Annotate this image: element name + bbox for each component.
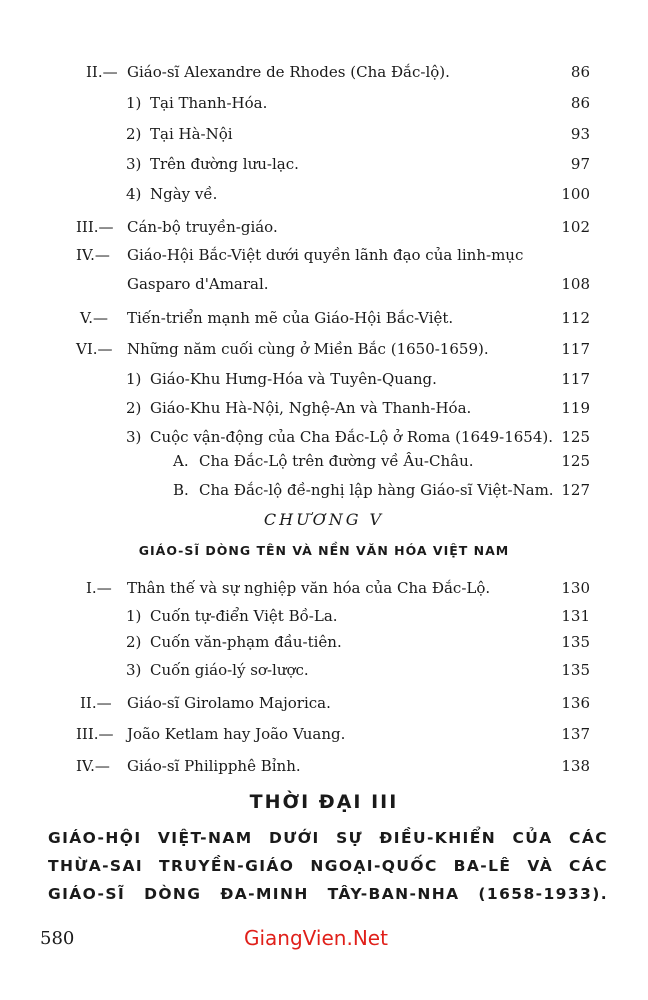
entry-page: 117 xyxy=(561,370,590,388)
toc-entry xyxy=(0,575,648,601)
entry-text: Tại Thanh-Hóa. xyxy=(150,94,268,112)
entry-page: 138 xyxy=(561,757,590,775)
entry-page: 135 xyxy=(561,633,590,651)
entry-text: Cán-bộ truyền-giáo. xyxy=(127,218,278,236)
entry-page: 127 xyxy=(561,481,590,499)
entry-text: Gasparo d'Amaral. xyxy=(127,275,269,293)
entry-text: Ngày về. xyxy=(150,185,218,203)
entry-text: Giáo-sĩ Girolamo Majorica. xyxy=(127,694,331,712)
entry-text: Cuốn văn-phạm đầu-tiên. xyxy=(150,633,342,651)
entry-page: 86 xyxy=(570,94,590,112)
entry-number: III.— xyxy=(76,725,114,743)
entry-number: III.— xyxy=(76,218,114,236)
entry-page: 136 xyxy=(561,694,590,712)
toc-entry xyxy=(0,59,648,85)
entry-text: Cuốn tự-điển Việt Bồ-La. xyxy=(150,607,338,625)
entry-page: 125 xyxy=(561,428,590,446)
entry-text: Tại Hà-Nội xyxy=(150,125,233,143)
entry-number: VI.— xyxy=(76,340,113,358)
entry-number: I.— xyxy=(86,579,112,597)
entry-number: B. xyxy=(173,481,189,499)
entry-page: 125 xyxy=(561,452,590,470)
era-subtitle-line: THỪA-SAI TRUYỀN-GIÁO NGOẠI-QUỐC BA-LÊ VÀ CÁC xyxy=(48,857,608,875)
entry-page: 93 xyxy=(570,125,590,143)
entry-text: Giáo-sĩ Philipphê Bỉnh. xyxy=(127,757,301,775)
entry-text: Những năm cuối cùng ở Miền Bắc (1650-1659). xyxy=(127,340,489,358)
entry-page: 97 xyxy=(570,155,590,173)
toc-entry xyxy=(0,214,648,240)
toc-entry xyxy=(0,366,648,392)
entry-page: 137 xyxy=(561,725,590,743)
entry-number: 3) xyxy=(126,155,142,173)
entry-number: 1) xyxy=(126,607,142,625)
entry-page: 100 xyxy=(561,185,590,203)
entry-number: II.— xyxy=(86,63,118,81)
entry-number: IV.— xyxy=(76,757,110,775)
entry-text: Cha Đắc-Lộ trên đường về Âu-Châu. xyxy=(199,452,474,470)
entry-number: IV.— xyxy=(76,246,110,264)
entry-page: 108 xyxy=(561,275,590,293)
entry-text: Cuộc vận-động của Cha Đắc-Lộ ở Roma (1649-1654). xyxy=(150,428,553,446)
entry-page: 86 xyxy=(570,63,590,81)
entry-number: 2) xyxy=(126,399,142,417)
entry-number: 1) xyxy=(126,370,142,388)
toc-entry xyxy=(0,603,648,629)
entry-text: Trên đường lưu-lạc. xyxy=(150,155,299,173)
toc-entry xyxy=(0,629,648,655)
entry-text: Giáo-Khu Hưng-Hóa và Tuyên-Quang. xyxy=(150,370,437,388)
entry-page: 117 xyxy=(561,340,590,358)
entry-page: 102 xyxy=(561,218,590,236)
chapter-title: CHƯƠNG V xyxy=(263,510,385,529)
entry-text: Cuốn giáo-lý sơ-lược. xyxy=(150,661,309,679)
era-subtitle-line: GIÁO-SĨ DÒNG ĐA-MINH TÂY-BAN-NHA (1658-1933). xyxy=(48,885,608,903)
toc-entry xyxy=(0,90,648,116)
entry-number: V.— xyxy=(80,309,108,327)
era-title: THỜI ĐẠI III xyxy=(249,791,399,813)
entry-number: 2) xyxy=(126,125,142,143)
entry-text: Giáo-sĩ Alexandre de Rhodes (Cha Đắc-lộ). xyxy=(127,63,450,81)
entry-page: 131 xyxy=(561,607,590,625)
entry-page: 135 xyxy=(561,661,590,679)
entry-text: Cha Đắc-lộ đề-nghị lập hàng Giáo-sĩ Việt-Nam. xyxy=(199,481,554,499)
entry-number: 4) xyxy=(126,185,142,203)
toc-entry xyxy=(0,448,648,474)
toc-entry xyxy=(0,395,648,421)
toc-entry xyxy=(0,305,648,331)
watermark: GiangVien.Net xyxy=(244,926,388,950)
toc-entry xyxy=(0,477,648,503)
toc-entry xyxy=(0,657,648,683)
toc-entry xyxy=(0,721,648,747)
toc-entry xyxy=(0,242,648,268)
entry-page: 112 xyxy=(561,309,590,327)
entry-text: Giáo-Khu Hà-Nội, Nghệ-An và Thanh-Hóa. xyxy=(150,399,472,417)
toc-entry xyxy=(0,271,648,297)
toc-entry xyxy=(0,424,648,450)
era-subtitle-line: GIÁO-HỘI VIỆT-NAM DƯỚI SỰ ĐIỀU-KHIỂN CỦA CÁC xyxy=(48,829,608,847)
toc-entry xyxy=(0,690,648,716)
entry-text: Tiến-triển mạnh mẽ của Giáo-Hội Bắc-Việt. xyxy=(127,309,454,327)
toc-entry xyxy=(0,181,648,207)
entry-number: 1) xyxy=(126,94,142,112)
page-number: 580 xyxy=(40,928,75,949)
entry-text: Thân thế và sự nghiệp văn hóa của Cha Đắc-Lộ. xyxy=(127,579,491,597)
entry-number: II.— xyxy=(80,694,112,712)
entry-number: A. xyxy=(173,452,189,470)
chapter-subtitle: GIÁO-SĨ DÒNG TÊN VÀ NỀN VĂN HÓA VIỆT NAM xyxy=(138,543,510,558)
entry-page: 130 xyxy=(561,579,590,597)
entry-page: 119 xyxy=(561,399,590,417)
entry-text: João Ketlam hay João Vuang. xyxy=(127,725,346,743)
entry-number: 3) xyxy=(126,661,142,679)
toc-entry xyxy=(0,753,648,779)
entry-number: 3) xyxy=(126,428,142,446)
entry-text: Giáo-Hội Bắc-Việt dưới quyền lãnh đạo của linh-mục xyxy=(127,246,524,264)
toc-entry xyxy=(0,151,648,177)
entry-number: 2) xyxy=(126,633,142,651)
toc-entry xyxy=(0,336,648,362)
toc-entry xyxy=(0,121,648,147)
